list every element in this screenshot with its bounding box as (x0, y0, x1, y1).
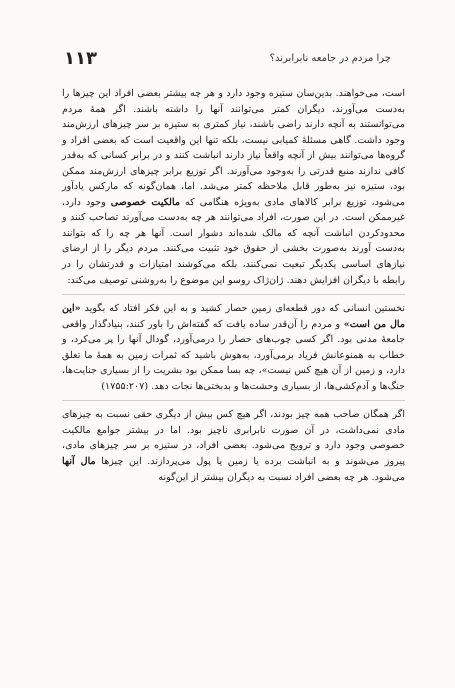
page-number: ۱۱۳ (64, 47, 97, 69)
running-title: چرا مردم در جامعه نابرابرند؟ (269, 52, 391, 64)
quote-text: نخستین انسانی که دور قطعه‌ای زمین حصار کشید و به این فکر افتاد که بگوید (80, 303, 405, 315)
emphasized-quote: «این مال من است» (62, 303, 405, 330)
paragraph-text: اگر همگان صاحب همه چیز بودند، اگر هیچ کس بیش از دیگری حقی نسبت به چیزهای مادی نمی‌داشت، در آن صورت نابرابری ناچیز بود. اما در بیشتر جوامع مالکیت خصوصی وجود دارد و ترویج می‌شود. بعضی افراد، در ستیزه بر سر چیزهای مادی، پیروز می‌شوند و به انباشت برده یا زمین یا پول می‌پردازند. این چیزها (62, 409, 405, 468)
page-body (62, 86, 405, 485)
quote-text: و مردم را آن‌قدر ساده یافت که گفته‌اش را باور کنند، بنیادگذار واقعی جامعهٔ مدنی بود. اگر کسی چوب‌های حصار را درمی‌آورد، گودال آنها را پر می‌کرد، و خطاب به همنوعانش فریاد برمی‌آورد، به‌هوش باشید که ثمرات زمین به همهٔ ما تعلق دارد، و زمین از آن هیچ کس نیست»، چه بسا ممکن بود بشریت را از بسیاری جنایت‌ها، جنگ‌ها و آدم‌کشی‌ها، از بسیاری وحشت‌ها و بدبختی‌ها نجات دهد. (۱۷۵۵:۲۰۷) (62, 318, 405, 392)
body-paragraph (62, 407, 405, 485)
block-quote (62, 301, 405, 394)
page-header (64, 48, 391, 68)
emphasized-term: مال آنها (62, 456, 96, 468)
paragraph-text: است، می‌خواهند. بدین‌سان ستیزه وجود دارد و هر چه بیشتر بعضی افراد این چیزها را به‌دست می‌آورند، دیگران کمتر می‌توانند آنها را داشته باشند. اگر همهٔ مردم می‌توانستند به آنچه دارند راضی باشند، نیاز کمتری به ستیزه بر سر چیزهای ارزش‌مند وجود داشت. گاهی مسئلهٔ کمیابی نیست، بلکه تنها این واقعیت است که بعضی افراد و گروه‌ها می‌توانند بیش از آنچه واقعاً نیاز دارند انباشت کنند و در برابر کسانی که به‌قدر کافی ندارند منبع قدرتی را به‌وجود می‌آورند. اگر توزیع برابر چیزهای ارزش‌مند ممکن بود، ستیزه نیز به‌طور قابل ملاحظه کمتر می‌شد. اما، همان‌گونه که مارکس یادآور می‌شود، توزیع برابر کالاهای مادی به‌ویژه هنگامی که (62, 88, 405, 208)
section-divider (62, 294, 405, 295)
body-paragraph (62, 86, 405, 288)
emphasized-term: مالکیت خصوصی (110, 196, 181, 208)
paragraph-text: می‌شود. هر چه بعضی افراد نسبت به دیگران بیشتر از این‌گونه (158, 471, 405, 483)
paragraph-text: وجود دارد، غیرممکن است. در این صورت، افراد می‌توانند هر چه به‌دست می‌آورند تصاحب کنند و محدودکردن انباشت آنچه که مالک شده‌اند دشوار است. آنها هر چه را که بتوانند به‌دست آورند به‌صورت بخشی از حقوق خود تثبیت می‌کنند. مردم دیگر را از ارضای نیازهای اساسی یکدیگر تبعیت نمی‌کنند، بلکه می‌کوشند امتیازات و قدرتشان را در رابطه با دیگران افزایش دهند. ژان‌ژاک روسو این موضوع را به‌روشنی توصیف می‌کند: (62, 196, 405, 286)
section-divider (62, 400, 405, 401)
